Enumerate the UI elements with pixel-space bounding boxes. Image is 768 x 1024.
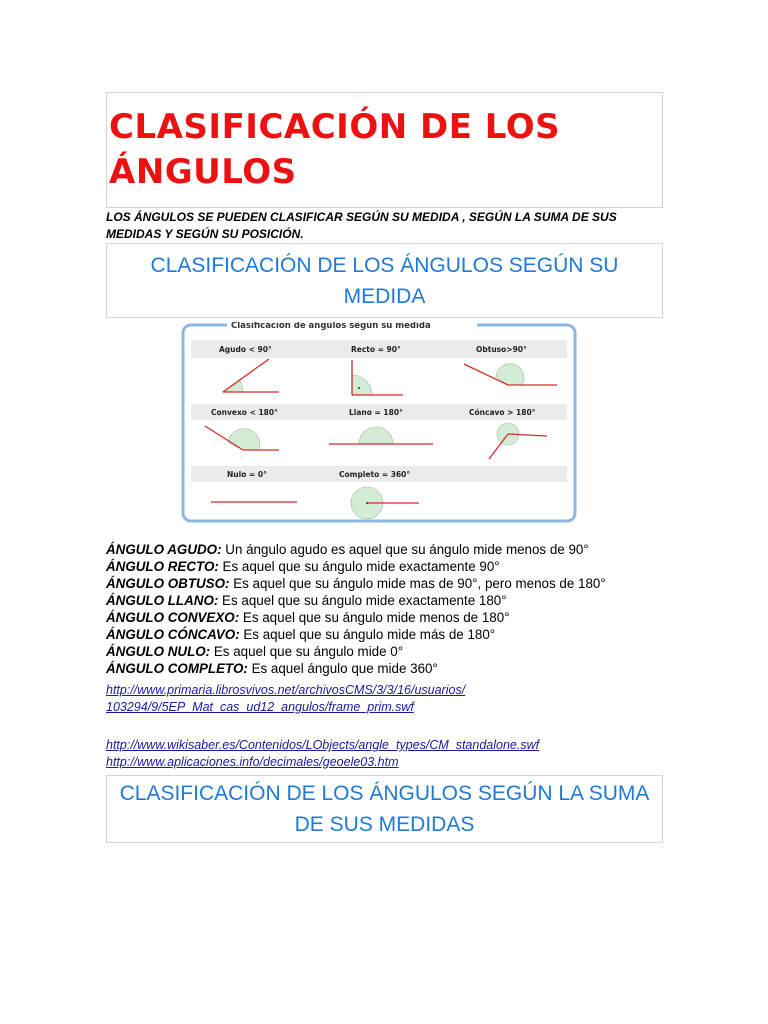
definition-term: ÁNGULO OBTUSO: <box>106 576 230 591</box>
definition-concavo <box>106 626 666 643</box>
definition-recto <box>106 558 666 575</box>
heading-suma: CLASIFICACIÓN DE LOS ÁNGULOS SEGÚN LA SUMA DE SUS MEDIDAS <box>119 782 650 836</box>
label-concavo: Cóncavo > 180° <box>469 408 536 417</box>
definition-term: ÁNGULO NULO: <box>106 644 211 659</box>
definition-text: Es aquel que su ángulo mide exactamente 180° <box>218 593 507 608</box>
definition-completo <box>106 660 666 677</box>
definition-term: ÁNGULO RECTO: <box>106 559 219 574</box>
title-box <box>106 92 663 208</box>
definition-agudo <box>106 541 666 558</box>
definitions-list <box>106 541 666 677</box>
definition-obtuso <box>106 575 666 592</box>
label-convexo: Convexo < 180° <box>211 408 278 417</box>
definition-text: Es aquel que su ángulo mide más de 180° <box>239 627 496 642</box>
heading-medida-box <box>106 243 663 318</box>
definition-term: ÁNGULO CONVEXO: <box>106 610 240 625</box>
label-nulo: Nulo = 0° <box>227 470 267 479</box>
heading-suma-box <box>106 775 663 843</box>
definition-text: Es aquel ángulo que mide 360° <box>247 661 438 676</box>
reference-links <box>106 682 666 771</box>
definition-term: ÁNGULO CÓNCAVO: <box>106 627 240 642</box>
definition-text: Es aquel que su ángulo mide exactamente 90° <box>218 559 500 574</box>
definition-llano <box>106 592 666 609</box>
spacer <box>106 716 666 737</box>
page-title: CLASIFICACIÓN DE LOS ÁNGULOS <box>109 107 561 192</box>
label-recto: Recto = 90° <box>351 345 401 354</box>
link-primaria-line-2[interactable]: 103294/9/5EP_Mat_cas_ud12_angulos/frame_prim.swf <box>106 700 414 714</box>
link-aplicaciones[interactable]: http://www.aplicaciones.info/decimales/geoele03.htm <box>106 755 399 769</box>
definition-convexo <box>106 609 666 626</box>
label-llano: Llano = 180° <box>349 408 403 417</box>
label-agudo: Agudo < 90° <box>219 345 272 354</box>
definition-text: Un ángulo agudo es aquel que su ángulo mide menos de 90° <box>221 542 589 557</box>
angle-classification-diagram <box>181 322 577 523</box>
definition-term: ÁNGULO COMPLETO: <box>106 661 248 676</box>
diagram-title: Clasificación de ángulos según su medida <box>231 322 431 331</box>
definition-term: ÁNGULO AGUDO: <box>106 542 222 557</box>
definition-text: Es aquel que su ángulo mide menos de 180° <box>239 610 510 625</box>
heading-medida: CLASIFICACIÓN DE LOS ÁNGULOS SEGÚN SU MEDIDA <box>150 253 619 308</box>
label-obtuso: Obtuso>90° <box>476 345 527 354</box>
definition-nulo <box>106 643 666 660</box>
definition-text: Es aquel que su ángulo mide mas de 90°, pero menos de 180° <box>229 576 606 591</box>
link-primaria-line-1[interactable]: http://www.primaria.librosvivos.net/archivosCMS/3/3/16/usuarios/ <box>106 683 466 697</box>
label-completo: Completo = 360° <box>339 470 411 479</box>
definition-term: ÁNGULO LLANO: <box>106 593 219 608</box>
definition-text: Es aquel que su ángulo mide 0° <box>210 644 404 659</box>
intro-text: LOS ÁNGULOS SE PUEDEN CLASIFICAR SEGÚN SU MEDIDA , SEGÚN LA SUMA DE SUS MEDIDAS Y SEGÚN SU POSICIÓN. <box>106 210 617 241</box>
link-wikisaber[interactable]: http://www.wikisaber.es/Contenidos/LObjects/angle_types/CM_standalone.swf <box>106 738 540 752</box>
